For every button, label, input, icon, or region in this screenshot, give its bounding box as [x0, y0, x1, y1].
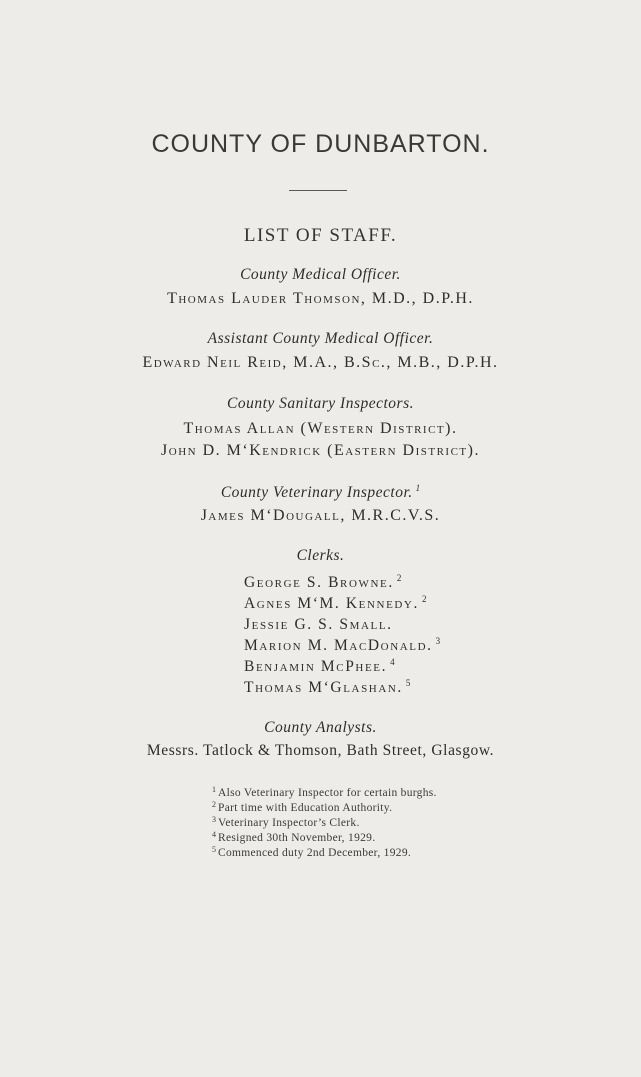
footnote-ref: 2 [421, 594, 427, 604]
footnote: $^3$ Veterinary Inspector’s Clerk. [212, 815, 360, 829]
clerk-item: Thomas M‘Glashan. $^5$ [244, 678, 411, 696]
clerk-item: George S. Browne. $^2$ [244, 573, 402, 591]
analysts-name: Messrs. Tatlock & Thomson, Bath Street, Glasgow. [146, 742, 495, 759]
footnote: $^1$ Also Veterinary Inspector for certain burghs. [212, 785, 437, 799]
footnote-ref: 2 [396, 573, 402, 583]
sanitary-inspector-name: John D. M‘Kendrick (Eastern District). [161, 442, 480, 459]
section-heading-medical-officer: County Medical Officer. [240, 266, 401, 283]
clerk-item: Marion M. MacDonald. $^3$ [244, 636, 441, 654]
medical-officer-name: Thomas Lauder Thomson, M.D., D.P.H. [167, 290, 474, 307]
section-heading-assistant-medical-officer: Assistant County Medical Officer. [207, 330, 434, 347]
assistant-medical-officer-name: Edward Neil Reid, M.A., B.Sc., M.B., D.P.H. [142, 354, 499, 371]
footnote-ref: 4 [390, 657, 395, 667]
section-heading-sanitary-inspectors: County Sanitary Inspectors. [227, 395, 414, 412]
footnote: $^5$ Commenced duty 2nd December, 1929. [212, 845, 412, 859]
footnote-ref: 5 [405, 678, 411, 688]
section-heading-clerks: Clerks. [296, 547, 345, 564]
title-divider [289, 190, 347, 191]
footnote-ref: 1 [415, 483, 421, 493]
clerk-item: Benjamin McPhee. $^4$ [244, 657, 395, 675]
section-heading-veterinary-inspector: County Veterinary Inspector. $^1$ [220, 483, 421, 501]
sanitary-inspector-name: Thomas Allan (Western District). [183, 420, 458, 437]
footnote-ref: 3 [435, 636, 441, 646]
clerk-item: Agnes M‘M. Kennedy. $^2$ [244, 594, 427, 612]
footnote: $^2$ Part time with Education Authority. [212, 800, 393, 814]
clerk-item: Jessie G. S. Small. [244, 616, 393, 633]
page-subtitle: LIST OF STAFF. [243, 225, 398, 246]
section-heading-analysts: County Analysts. [264, 719, 377, 736]
veterinary-inspector-name: James M‘Dougall, M.R.C.V.S. [200, 507, 441, 524]
page-title: COUNTY OF DUNBARTON. [151, 130, 490, 158]
footnote: $^4$ Resigned 30th November, 1929. [212, 830, 376, 844]
